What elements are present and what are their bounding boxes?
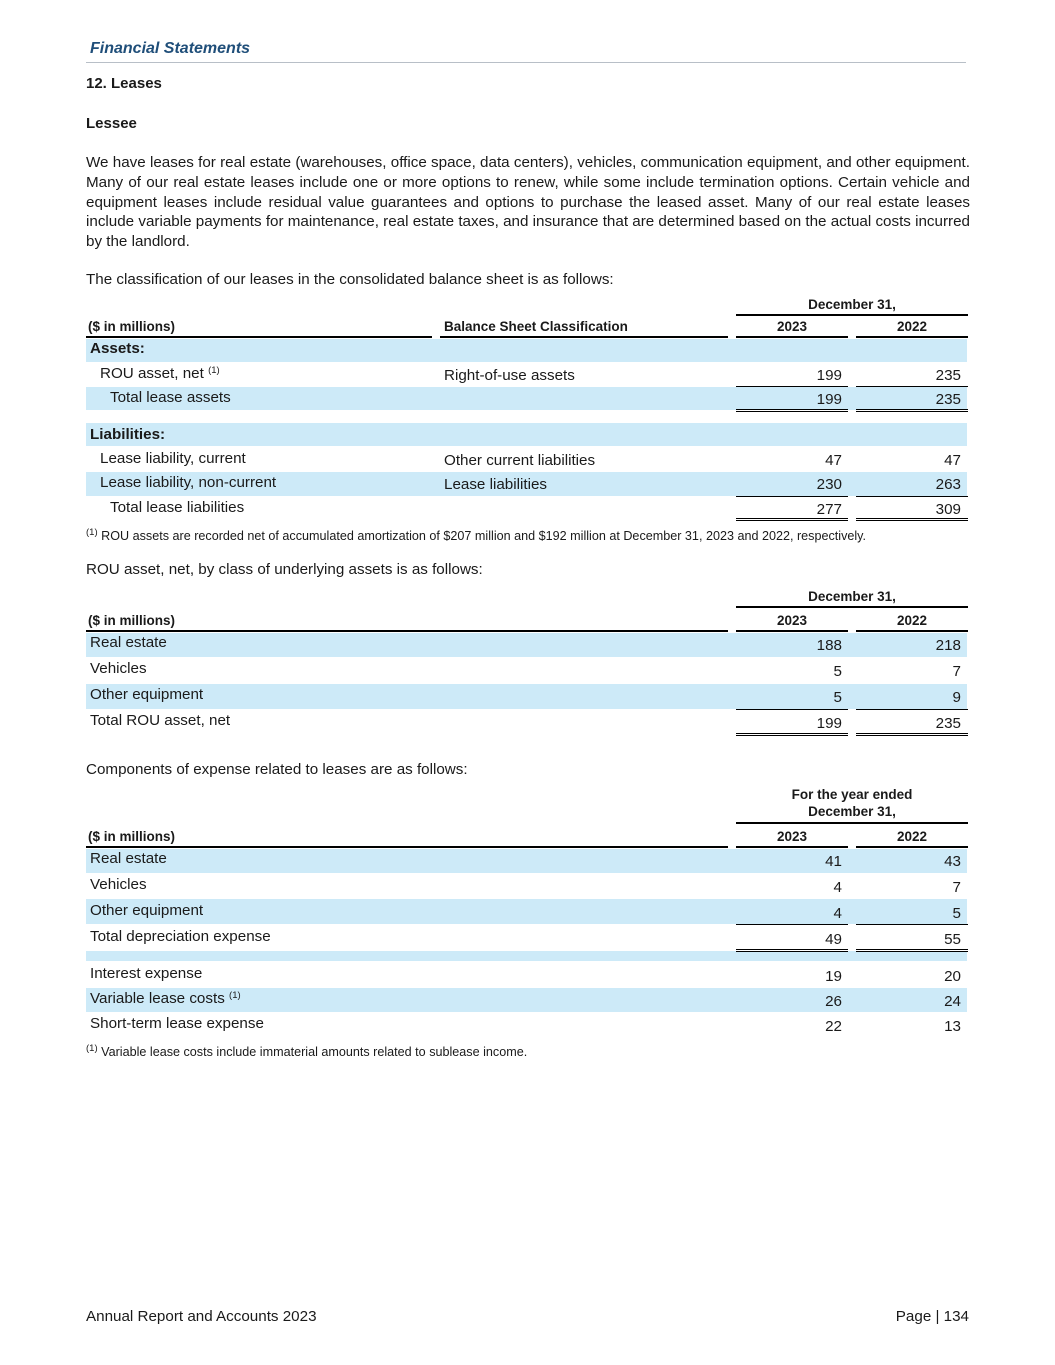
footnote-marker: (1)	[229, 990, 241, 1001]
table3-footnote: $^{(1)}$ Variable lease costs include immaterial amounts related to sublease income.	[86, 1043, 528, 1059]
table1-subtotal-rule-b	[856, 386, 968, 387]
table2-col-label: ($ in millions)	[88, 613, 176, 628]
table1-header-rule-a	[86, 336, 432, 338]
table3-row-2022: 24	[944, 993, 961, 1010]
table2-row-2023: 5	[833, 663, 842, 680]
table1-header-rule-b	[440, 336, 728, 338]
table3-row-label: Interest expense	[90, 965, 203, 982]
table1-rou-label: ROU asset, net $^{(1)}$	[100, 365, 220, 382]
table2-row-label: Vehicles	[90, 660, 147, 677]
table3-col-2022: 2022	[896, 829, 928, 844]
table3-total-2022: 55	[944, 931, 961, 948]
table3-row-2023: 26	[825, 993, 842, 1010]
table1-liab-total-rule-a	[736, 518, 848, 521]
table1-liabilities-heading: Liabilities:	[90, 426, 166, 443]
table3-row-label: Other equipment	[90, 902, 204, 919]
table2-row-2023: 5	[833, 689, 842, 706]
table2-subtotal-rule-a	[736, 709, 848, 710]
table1-header-rule-d	[856, 336, 968, 338]
table3-header-rule-c	[856, 846, 968, 848]
table3-row-2022: 5	[952, 905, 961, 922]
table3-row-2023: 22	[825, 1018, 842, 1035]
table1-noncurrent-classification: Lease liabilities	[444, 476, 547, 493]
footer-report-title: Annual Report and Accounts 2023	[86, 1308, 317, 1325]
table3-subtotal-rule-a	[736, 924, 848, 925]
table1-col-classification: Balance Sheet Classification	[444, 319, 628, 334]
table3-period-header-2: December 31,	[808, 804, 896, 819]
table3-col-label: ($ in millions)	[88, 829, 176, 844]
table3-row-label: Real estate	[90, 850, 167, 867]
table3-row-label: Short-term lease expense	[90, 1015, 264, 1032]
footer-page-number: Page | 134	[895, 1308, 969, 1325]
table1-rou-2023: 199	[816, 367, 842, 384]
table3-period-rule	[736, 822, 968, 824]
table2-total-2022: 235	[935, 715, 961, 732]
table1-current-2022: 47	[944, 452, 961, 469]
table1-liab-subtotal-rule-a	[736, 496, 848, 497]
table3-total-label: Total depreciation expense	[90, 928, 271, 945]
table1-current-2023: 47	[825, 452, 842, 469]
table1-total-liabilities-2022: 309	[935, 501, 961, 518]
table1-noncurrent-label: Lease liability, non-current	[100, 474, 277, 491]
table2-row-2023: 188	[816, 637, 842, 654]
table1-current-classification: Other current liabilities	[444, 452, 596, 469]
footnote-marker: (1)	[208, 365, 220, 376]
table3-row-2022: 7	[952, 879, 961, 896]
table2-row-label: Real estate	[90, 634, 167, 651]
table2-period-header: December 31,	[808, 589, 896, 604]
table3-total-rule-b	[856, 949, 968, 952]
table1-band-liabilities	[86, 423, 967, 446]
table1-rou-2022: 235	[935, 367, 961, 384]
table1-header-rule-c	[736, 336, 848, 338]
table1-total-assets-label: Total lease assets	[110, 389, 231, 406]
table2-total-label: Total ROU asset, net	[90, 712, 231, 729]
table3-total-2023: 49	[825, 931, 842, 948]
table3-row-2023: 41	[825, 853, 842, 870]
table1-total-assets-2023: 199	[816, 391, 842, 408]
table1-rou-classification: Right-of-use assets	[444, 367, 575, 384]
table3-subtotal-rule-b	[856, 924, 968, 925]
table2-header-rule-a	[86, 630, 728, 632]
table1-total-rule-b	[856, 409, 968, 412]
table2-intro: ROU asset, net, by class of underlying assets is as follows:	[86, 561, 483, 578]
table1-liab-total-rule-b	[856, 518, 968, 521]
table3-row-2023: 4	[833, 905, 842, 922]
table2-total-rule-b	[856, 733, 968, 736]
table2-row-2022: 218	[935, 637, 961, 654]
table2-total-rule-a	[736, 733, 848, 736]
table3-col-2023: 2023	[776, 829, 808, 844]
note-subtitle: Lessee	[86, 115, 137, 132]
table1-current-label: Lease liability, current	[100, 450, 246, 467]
table1-total-rule-a	[736, 409, 848, 412]
running-header: Financial Statements	[90, 40, 251, 57]
table3-row-label: Vehicles	[90, 876, 147, 893]
table1-noncurrent-2022: 263	[935, 476, 961, 493]
table1-col-label: ($ in millions)	[88, 319, 176, 334]
table3-header-rule-b	[736, 846, 848, 848]
table3-row-2022: 20	[944, 968, 961, 985]
table1-assets-heading: Assets:	[90, 340, 145, 357]
table2-period-rule	[736, 606, 968, 608]
table3-band-spacer	[86, 951, 967, 961]
table1-intro: The classification of our leases in the consolidated balance sheet is as follows:	[86, 271, 614, 288]
note-paragraph: We have leases for real estate (warehouses, office space, data centers), vehicles, communication equipment, and other equipment. Many of our real estate leases include one or more options to renew, while some include termination options. Certain vehicle and equipment leases include residual value guarantees and options to purchase the leased asset. Many of our real estate leases include variable payments for maintenance, real estate taxes, and insurance that are determined based on the actual costs incurred by the landlord.	[86, 154, 970, 251]
table1-subtotal-rule-a	[736, 386, 848, 387]
table3-total-rule-a	[736, 949, 848, 952]
table1-liab-subtotal-rule-b	[856, 496, 968, 497]
table3-row-2022: 43	[944, 853, 961, 870]
table1-total-assets-2022: 235	[935, 391, 961, 408]
table2-total-2023: 199	[816, 715, 842, 732]
table3-intro: Components of expense related to leases are as follows:	[86, 761, 468, 778]
table1-period-rule	[736, 314, 968, 316]
header-divider	[86, 62, 966, 63]
table3-variable-label: Variable lease costs $^{(1)}$	[90, 990, 241, 1007]
table1-col-2023: 2023	[776, 319, 808, 334]
table3-header-rule-a	[86, 846, 728, 848]
table3-row-2023: 19	[825, 968, 842, 985]
table1-col-2022: 2022	[896, 319, 928, 334]
table1-footnote: $^{(1)}$ ROU assets are recorded net of accumulated amortization of $207 million and $192 million at December 31, 2023 and 2022, respectively.	[86, 527, 867, 543]
table2-col-2022: 2022	[896, 613, 928, 628]
table3-row-2022: 13	[944, 1018, 961, 1035]
table2-row-2022: 9	[952, 689, 961, 706]
table1-total-liabilities-2023: 277	[816, 501, 842, 518]
table3-row-2023: 4	[833, 879, 842, 896]
table2-col-2023: 2023	[776, 613, 808, 628]
table1-band-assets	[86, 339, 967, 362]
table1-period-header: December 31,	[808, 297, 896, 312]
table2-subtotal-rule-b	[856, 709, 968, 710]
table2-row-label: Other equipment	[90, 686, 204, 703]
table2-header-rule-c	[856, 630, 968, 632]
table2-header-rule-b	[736, 630, 848, 632]
table1-total-liabilities-label: Total lease liabilities	[110, 499, 245, 516]
table1-noncurrent-2023: 230	[816, 476, 842, 493]
note-title: 12. Leases	[86, 75, 162, 92]
table3-period-header-1: For the year ended	[791, 787, 913, 802]
table2-row-2022: 7	[952, 663, 961, 680]
